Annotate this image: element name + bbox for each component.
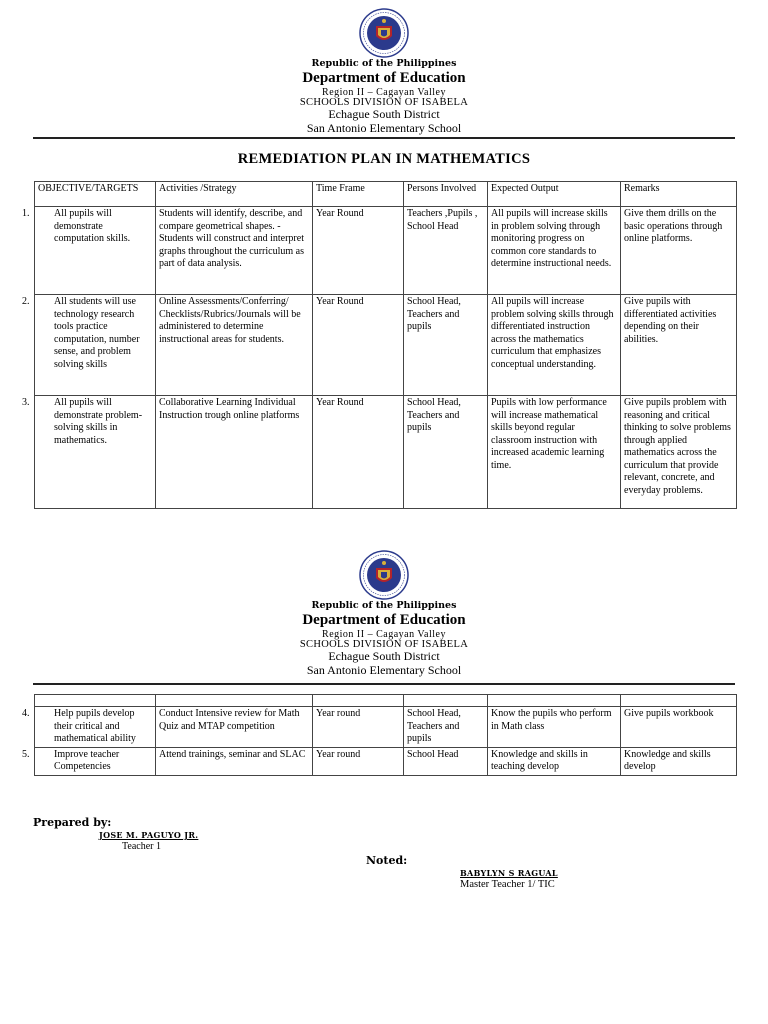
empty-header-row — [35, 695, 737, 707]
objective-cell — [22, 295, 156, 396]
time-frame-cell: Year Round — [313, 295, 404, 396]
remediation-table-continued — [22, 694, 737, 776]
remarks-cell: Give pupils with differentiated activities depending on their abilities. — [621, 295, 737, 396]
row-number: 2. — [22, 296, 30, 307]
table-row — [35, 207, 737, 295]
preparer-role: Teacher 1 — [122, 841, 161, 852]
district-label: Echague South District — [328, 107, 440, 121]
activities-cell: Online Assessments/Conferring/ Checklists/Rubrics/Journals will be administered to determine instructional areas for students. — [156, 295, 313, 396]
table-row — [35, 707, 737, 748]
noted-label: Noted: — [366, 854, 408, 867]
objective-cell — [22, 747, 156, 775]
remarks-cell: Knowledge and skills develop — [621, 747, 737, 775]
preparer-name: JOSE M. PAGUYO JR. — [99, 830, 199, 840]
letterhead-top — [0, 8, 768, 136]
activities-cell: Conduct Intensive review for Math Quiz and MTAP competition — [156, 707, 313, 748]
objective-text: Help pupils develop their critical and mathematical ability — [54, 708, 136, 744]
republic-label: Republic of the Philippines — [311, 58, 457, 69]
objective-cell — [22, 207, 156, 295]
division-label: SCHOOLS DIVISION OF ISABELA — [299, 97, 469, 108]
time-frame-cell: Year Round — [313, 396, 404, 509]
header-divider — [33, 683, 735, 685]
division-label: SCHOOLS DIVISION OF ISABELA — [299, 639, 469, 650]
letterhead-second — [0, 550, 768, 678]
output-cell: Pupils with low performance will increase mathematical skills beyond regular classroom instruction with increased academic learning time. — [488, 396, 621, 509]
school-name: San Antonio Elementary School — [306, 663, 462, 677]
remediation-table — [22, 181, 737, 509]
table-row — [35, 396, 737, 509]
objective-text: All pupils will demonstrate computation skills. — [54, 208, 131, 244]
persons-cell: School Head, Teachers and pupils — [404, 396, 488, 509]
prepared-by-label: Prepared by: — [33, 816, 112, 829]
time-frame-cell: Year round — [313, 707, 404, 748]
objective-cell — [22, 396, 156, 509]
table-row — [35, 295, 737, 396]
header-cell: Remarks — [621, 182, 737, 207]
header-cell: Time Frame — [313, 182, 404, 207]
noter-name: BABYLYN S RAGUAL — [460, 868, 558, 878]
republic-label: Republic of the Philippines — [311, 600, 457, 611]
header-cell: OBJECTIVE/TARGETS — [35, 182, 156, 207]
objective-text: Improve teacher Competencies — [54, 748, 120, 772]
remarks-cell: Give them drills on the basic operations through online platforms. — [621, 207, 737, 295]
output-cell: Know the pupils who perform in Math class — [488, 707, 621, 748]
region-label: Region II – Cagayan Valley — [322, 87, 446, 98]
objective-text: All pupils will demonstrate problem-solving skills in mathematics. — [54, 397, 143, 446]
district-label: Echague South District — [328, 649, 440, 663]
objective-text: All students will use technology research tools practice computation, number sense, and problem solving skills — [54, 296, 140, 370]
region-label: Region II – Cagayan Valley — [322, 629, 446, 640]
header-cell: Expected Output — [488, 182, 621, 207]
remarks-cell: Give pupils problem with reasoning and critical thinking to solve problems through applied mathematics across the curriculum that provide relevant, concrete, and everyday problems. — [621, 396, 737, 509]
row-number: 5. — [22, 748, 30, 760]
department-name: Department of Education — [302, 70, 466, 86]
persons-cell: Teachers ,Pupils , School Head — [404, 207, 488, 295]
page-title: REMEDIATION PLAN IN MATHEMATICS — [237, 151, 531, 167]
row-number: 1. — [22, 208, 30, 219]
persons-cell: School Head, Teachers and pupils — [404, 295, 488, 396]
output-cell: All pupils will increase problem solving skills through differentiated instruction across the mathematics curriculum that emphasizes conceptual understanding. — [488, 295, 621, 396]
output-cell: All pupils will increase skills in problem solving through monitoring progress on common core standards to determine instructional needs. — [488, 207, 621, 295]
row-number: 3. — [22, 397, 30, 408]
table-header-row — [35, 182, 737, 207]
activities-cell: Collaborative Learning Individual Instruction trough online platforms — [156, 396, 313, 509]
table-row — [35, 747, 737, 775]
noter-role: Master Teacher 1/ TIC — [460, 879, 555, 890]
school-name: San Antonio Elementary School — [306, 121, 462, 135]
remarks-cell: Give pupils workbook — [621, 707, 737, 748]
activities-cell: Attend trainings, seminar and SLAC — [156, 747, 313, 775]
deped-seal-icon — [359, 550, 409, 600]
persons-cell: School Head, Teachers and pupils — [404, 707, 488, 748]
time-frame-cell: Year Round — [313, 207, 404, 295]
persons-cell: School Head — [404, 747, 488, 775]
activities-cell: Students will identify, describe, and compare geometrical shapes. -Students will construct and interpret graphs throughout the curriculum as part of data analysis. — [156, 207, 313, 295]
deped-seal-icon — [359, 8, 409, 58]
header-cell: Persons Involved — [404, 182, 488, 207]
objective-cell — [22, 707, 156, 748]
time-frame-cell: Year round — [313, 747, 404, 775]
department-name: Department of Education — [302, 612, 466, 628]
header-cell: Activities /Strategy — [156, 182, 313, 207]
output-cell: Knowledge and skills in teaching develop — [488, 747, 621, 775]
row-number: 4. — [22, 708, 30, 719]
header-divider — [33, 137, 735, 139]
